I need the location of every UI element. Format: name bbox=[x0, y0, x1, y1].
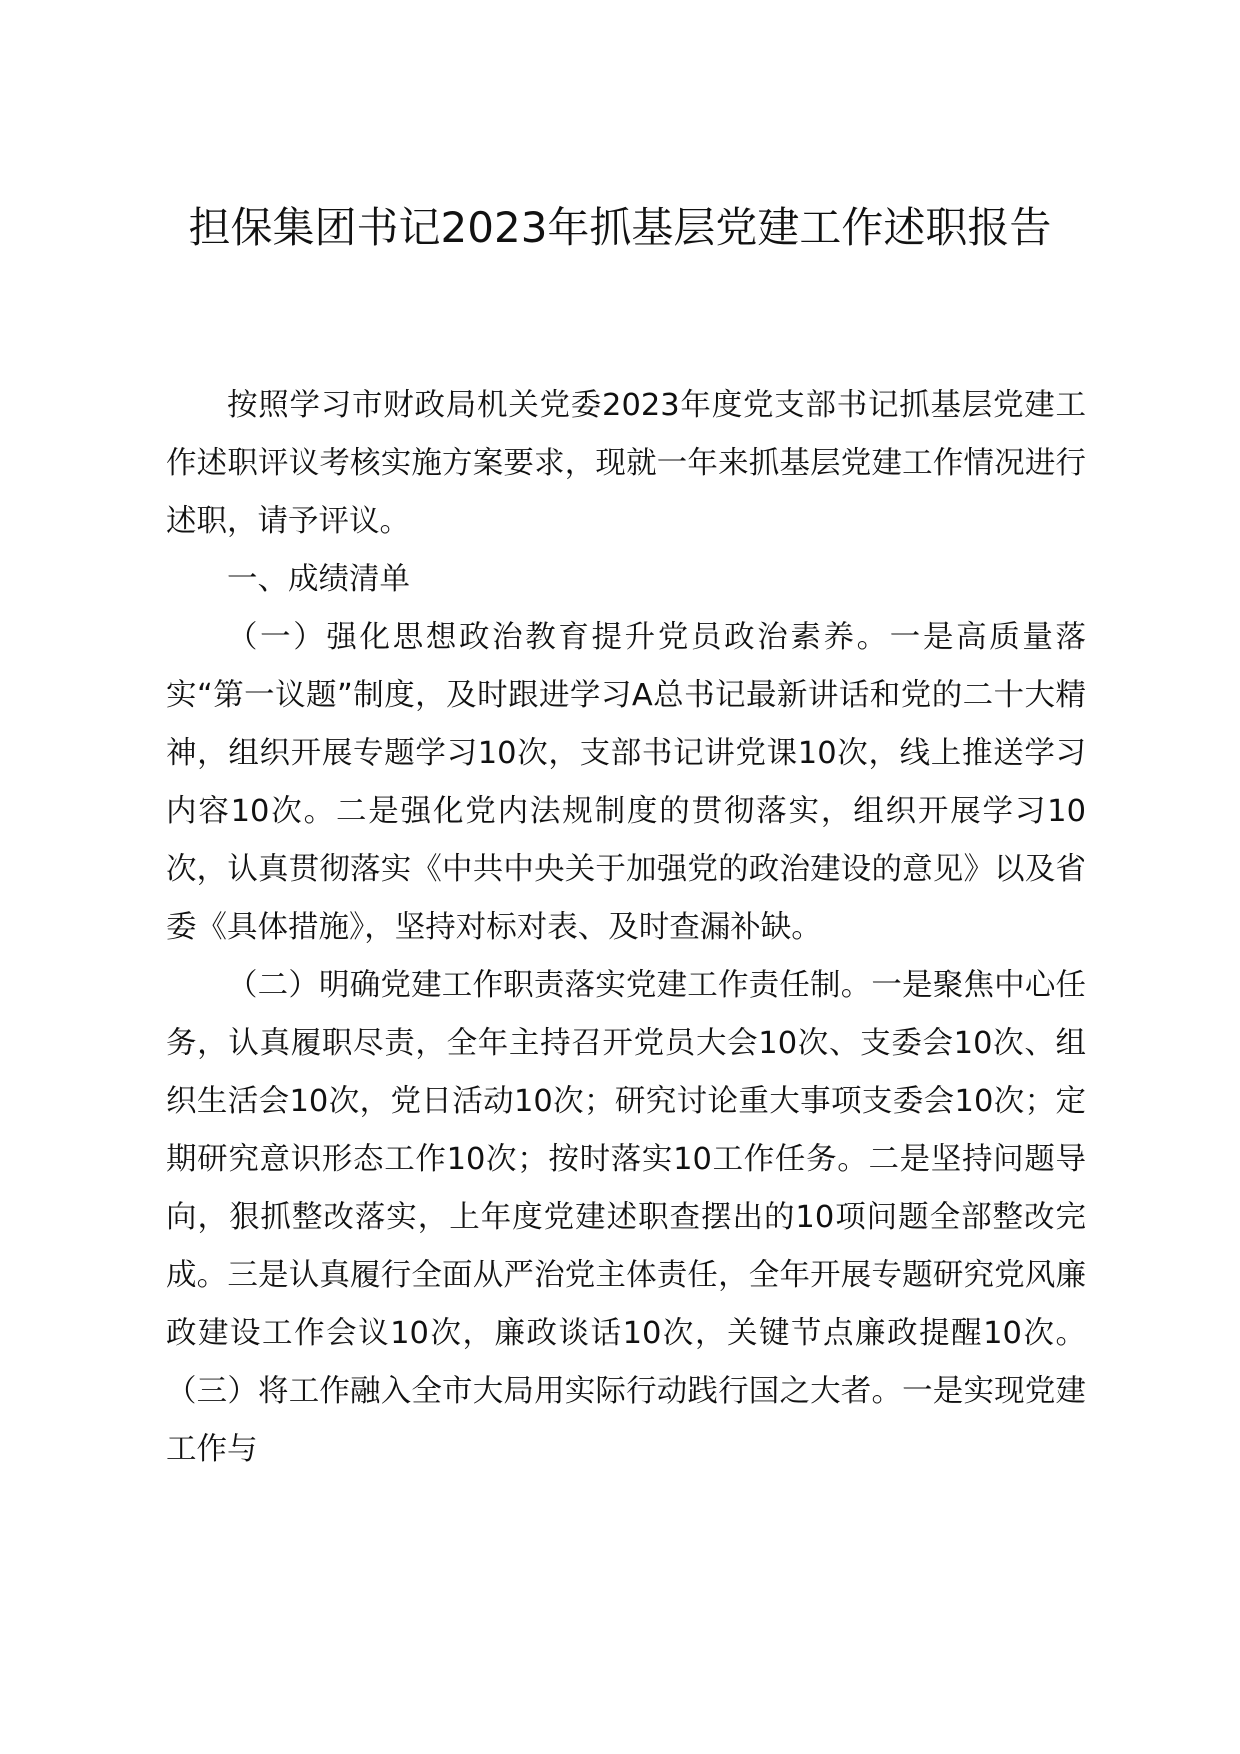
section-heading-achievements: 一、成绩清单 bbox=[227, 562, 410, 597]
document-body bbox=[166, 377, 1086, 1479]
intro-paragraph: 按照学习市财政局机关党委2023年度党支部书记抓基层党建工作述职评议考核实施方案要求，现就一年来抓基层党建工作情况进行述职，请予评议。 bbox=[166, 388, 1086, 539]
document-title: 担保集团书记2023年抓基层党建工作述职报告 bbox=[188, 203, 1052, 252]
paragraph-political-education: （一）强化思想政治教育提升党员政治素养。一是高质量落实“第一议题”制度，及时跟进学习A总书记最新讲话和党的二十大精神，组织开展专题学习10次，支部书记讲党课10次，线上推送学习内容10次。二是强化党内法规制度的贯彻落实，组织开展学习10次，认真贯彻落实《中共中央关于加强党的政治建设的意见》以及省委《具体措施》，坚持对标对表、及时查漏补缺。 bbox=[166, 620, 1086, 945]
paragraph-party-responsibility: （二）明确党建工作职责落实党建工作责任制。一是聚焦中心任务，认真履职尽责，全年主持召开党员大会10次、支委会10次、组织生活会10次，党日活动10次；研究讨论重大事项支委会10次；定期研究意识形态工作10次；按时落实10工作任务。二是坚持问题导向，狠抓整改落实，上年度党建述职查摆出的10项问题全部整改完成。三是认真履行全面从严治党主体责任，全年开展专题研究党风廉政建设工作会议10次，廉政谈话10次，关键节点廉政提醒10次。（三）将工作融入全市大局用实际行动践行国之大者。一是实现党建工作与 bbox=[166, 968, 1086, 1467]
